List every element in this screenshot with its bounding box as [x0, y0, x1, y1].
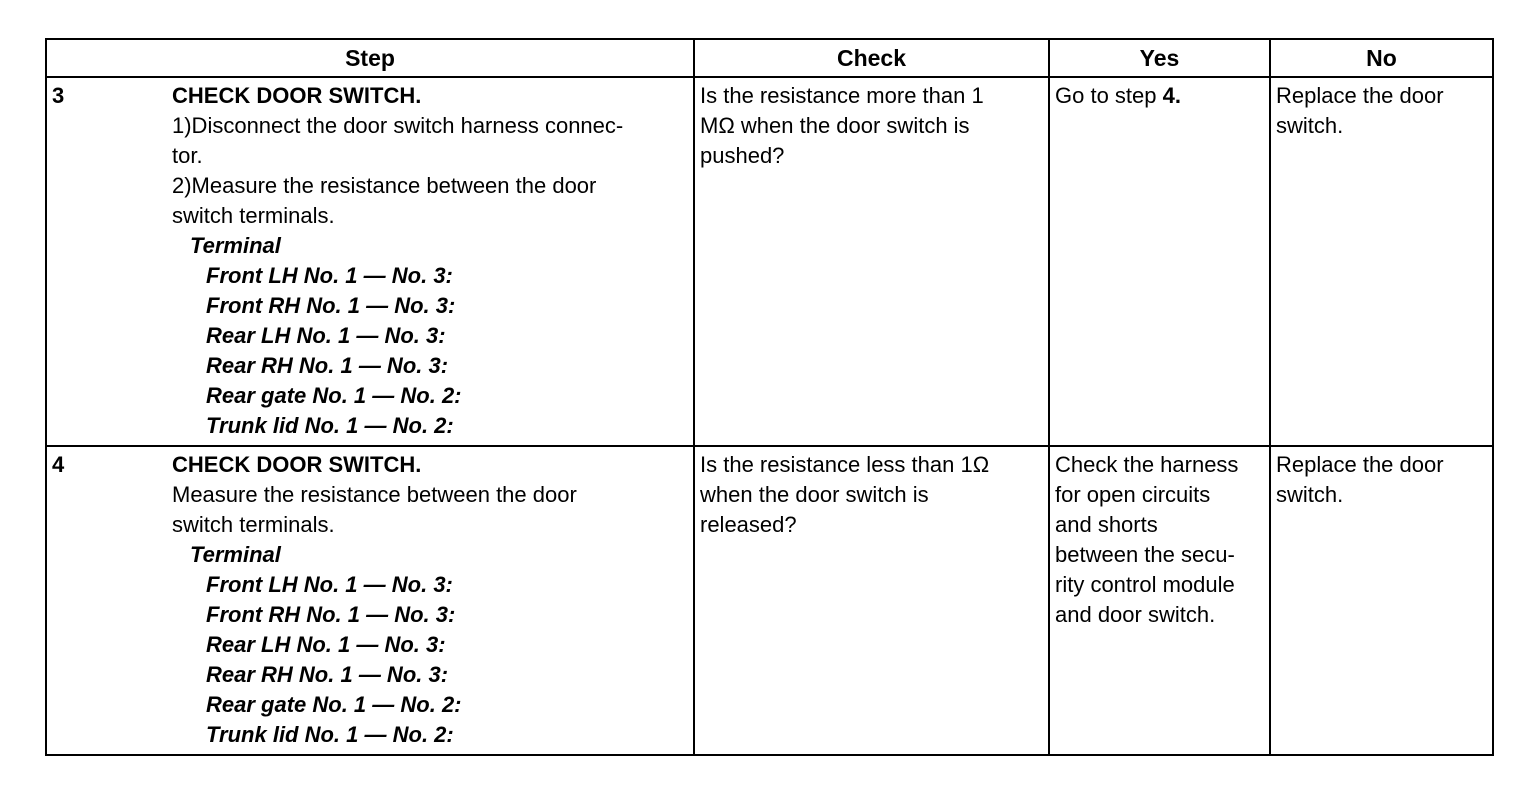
check-line: Is the resistance less than 1Ω — [700, 452, 990, 477]
no-line: switch. — [1276, 482, 1344, 507]
yes-line: between the secu- — [1055, 542, 1235, 567]
table-header-row — [46, 39, 1493, 77]
yes-line: Check the harness — [1055, 452, 1239, 477]
terminal-item: Rear gate No. 1 — No. 2: — [206, 692, 462, 717]
check-line: pushed? — [700, 143, 785, 168]
yes-line — [1055, 81, 1265, 111]
no-line: switch. — [1276, 113, 1344, 138]
check-line: released? — [700, 512, 797, 537]
terminal-item: Trunk lid No. 1 — No. 2: — [206, 413, 454, 438]
terminal-label: Terminal — [190, 233, 281, 258]
terminal-item: Rear LH No. 1 — No. 3: — [206, 632, 446, 657]
terminal-item: Rear gate No. 1 — No. 2: — [206, 383, 462, 408]
step-body — [172, 81, 689, 441]
yes-prefix: Go to step — [1055, 83, 1163, 108]
terminal-label: Terminal — [190, 542, 281, 567]
instruction-line: tor. — [172, 143, 203, 168]
step-title: CHECK DOOR SWITCH. — [172, 83, 422, 108]
terminal-item: Front LH No. 1 — No. 3: — [206, 263, 453, 288]
step-cell — [46, 446, 694, 755]
terminal-item: Front RH No. 1 — No. 3: — [206, 293, 456, 318]
check-line: Is the resistance more than 1 — [700, 83, 984, 108]
check-cell — [694, 446, 1049, 755]
instruction-line: 1)Disconnect the door switch harness connec- — [172, 113, 624, 138]
yes-step-ref: 4. — [1162, 83, 1181, 108]
header-yes: Yes — [1049, 39, 1270, 77]
yes-line: for open circuits — [1055, 482, 1211, 507]
yes-cell — [1049, 446, 1270, 755]
step-body — [172, 450, 689, 750]
check-line: MΩ when the door switch is — [700, 113, 970, 138]
check-line: when the door switch is — [700, 482, 929, 507]
yes-line: and shorts — [1055, 512, 1158, 537]
header-check: Check — [694, 39, 1049, 77]
terminal-item: Trunk lid No. 1 — No. 2: — [206, 722, 454, 747]
step-number: 3 — [52, 83, 65, 108]
header-no: No — [1270, 39, 1493, 77]
header-step: Step — [46, 39, 694, 77]
terminal-item: Rear RH No. 1 — No. 3: — [206, 662, 449, 687]
step-number: 4 — [52, 452, 65, 477]
instruction-line: 2)Measure the resistance between the door — [172, 173, 597, 198]
terminal-item: Front LH No. 1 — No. 3: — [206, 572, 453, 597]
step-title: CHECK DOOR SWITCH. — [172, 452, 422, 477]
no-line: Replace the door — [1276, 452, 1444, 477]
terminal-item: Front RH No. 1 — No. 3: — [206, 602, 456, 627]
check-cell — [694, 77, 1049, 446]
instruction-line: switch terminals. — [172, 512, 335, 537]
no-cell — [1270, 77, 1493, 446]
step-cell — [46, 77, 694, 446]
terminal-item: Rear RH No. 1 — No. 3: — [206, 353, 449, 378]
instruction-line: Measure the resistance between the door — [172, 482, 577, 507]
yes-cell — [1049, 77, 1270, 446]
instruction-line: switch terminals. — [172, 203, 335, 228]
yes-line: rity control module — [1055, 572, 1235, 597]
terminal-item: Rear LH No. 1 — No. 3: — [206, 323, 446, 348]
table-row — [46, 77, 1493, 446]
no-line: Replace the door — [1276, 83, 1444, 108]
diagnostic-table — [45, 38, 1494, 756]
no-cell — [1270, 446, 1493, 755]
yes-line: and door switch. — [1055, 602, 1216, 627]
table-row — [46, 446, 1493, 755]
